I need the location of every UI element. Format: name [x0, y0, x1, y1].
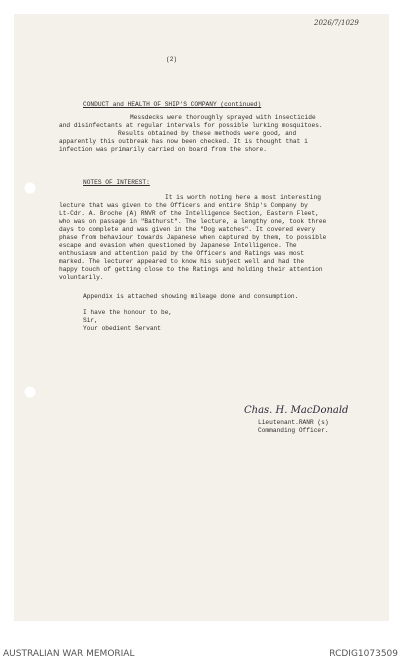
footer-record-id: RCDIG1073509	[329, 649, 398, 659]
signature-title: Commanding Officer.	[258, 427, 329, 434]
paragraph-line: escape and evasion when questioned by Japanese Intelligence. The	[59, 242, 297, 249]
paragraph-line: days to complete and was given in the "Dog watches". It covered every	[59, 226, 316, 233]
paragraph-line: happy touch of getting close to the Ratings and holding their attention	[59, 266, 323, 273]
paragraph-line: Messdecks were thoroughly sprayed with insecticide	[130, 114, 316, 121]
section-heading-conduct: CONDUCT and HEALTH OF SHIP'S COMPANY (continued)	[83, 101, 262, 108]
paragraph-line: marked. The lecturer appeared to know his subject well and had the	[59, 258, 305, 265]
handwritten-signature: Chas. H. MacDonald	[244, 405, 349, 416]
punch-hole-bottom	[24, 386, 36, 398]
closing-honour: I have the honour to be,	[83, 309, 173, 316]
archive-footer	[0, 641, 401, 666]
paragraph-line: who was on passage in "Bathurst". The lecture, a lengthy one, took three	[59, 218, 327, 225]
punch-hole-top	[24, 182, 36, 194]
closing-servant: Your obedient Servant	[83, 325, 161, 332]
paragraph-line: infection was primarily carried on board from the shore.	[59, 146, 267, 153]
appendix-line: Appendix is attached showing mileage done and consumption.	[83, 293, 299, 300]
paragraph-line: Lt-Cdr. A. Broche (A) RNVR of the Intelligence Section, Eastern Fleet,	[59, 210, 319, 217]
signature-rank: Lieutenant.RANR (s)	[258, 419, 329, 426]
paragraph-line: It is worth noting here a most interesting	[165, 194, 321, 201]
section-heading-notes: NOTES OF INTEREST:	[83, 179, 150, 186]
closing-salutation: Sir,	[83, 317, 98, 324]
paragraph-line: and disinfectants at regular intervals for possible lurking mosquitoes.	[59, 122, 323, 129]
page-number: (2)	[166, 56, 178, 63]
archive-number: 2026/7/1029	[314, 19, 359, 27]
paragraph-line: phase from behaviour towards Japanese when captured by them, to possible	[59, 234, 327, 241]
paragraph-line: apparently this outbreak has now been checked. It is thought that i	[59, 138, 308, 145]
paragraph-line: voluntarily.	[59, 274, 104, 281]
footer-source: AUSTRALIAN WAR MEMORIAL	[3, 649, 135, 659]
paragraph-line: Results obtained by these methods were good, and	[118, 130, 297, 137]
paragraph-line: lecture that was given to the Officers and entire Ship's Company by	[59, 202, 308, 209]
paragraph-line: enthusiasm and attention paid by the Officers and Ratings was most	[59, 250, 305, 257]
